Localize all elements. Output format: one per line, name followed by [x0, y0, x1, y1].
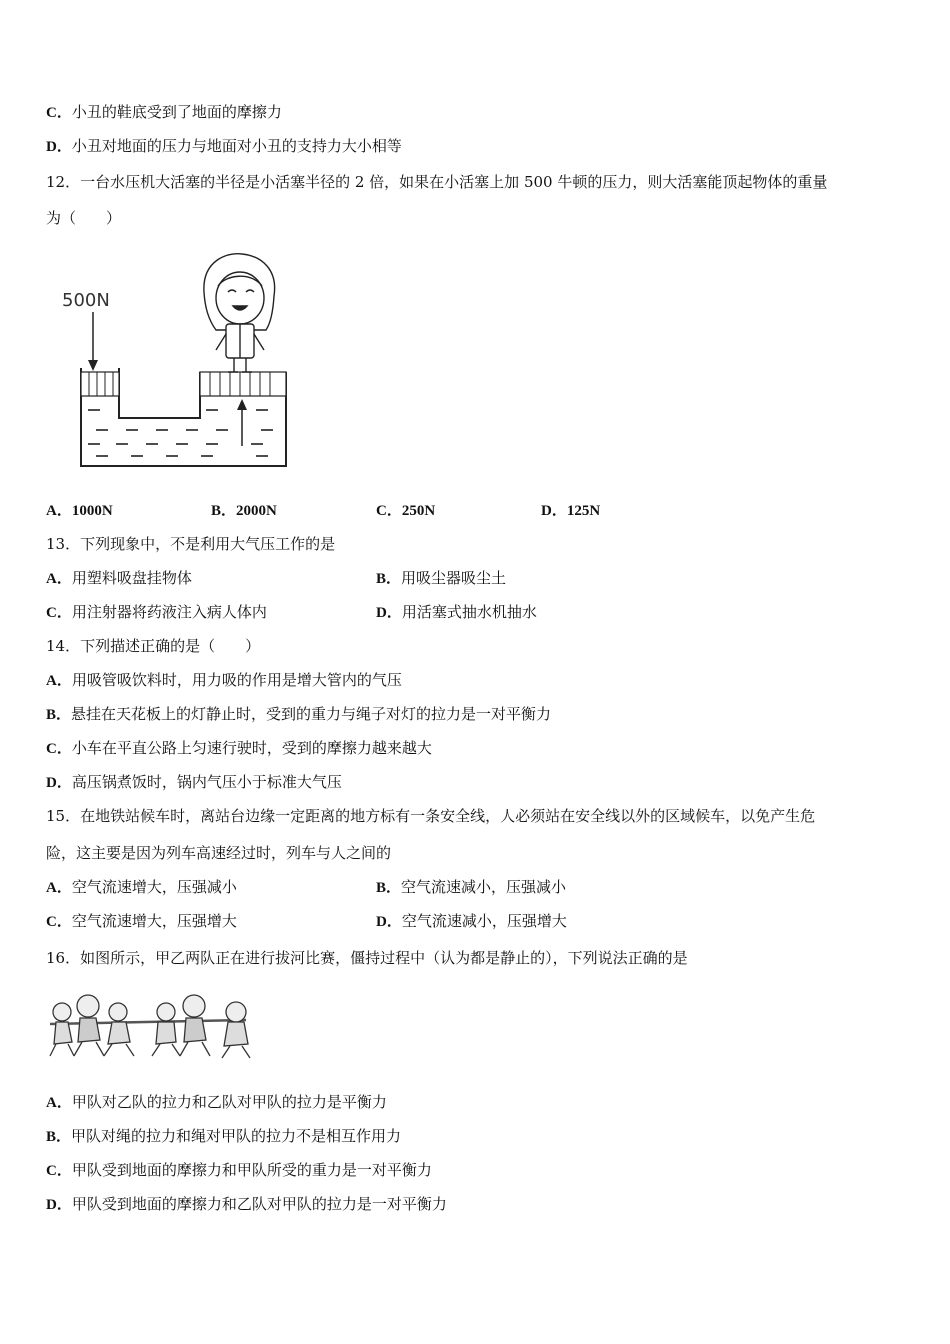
q14-stem: 14．下列描述正确的是（ ）	[46, 637, 261, 655]
q12-options	[46, 500, 906, 520]
q16-option-d: D．甲队受到地面的摩擦力和乙队对甲队的拉力是一对平衡力	[46, 1195, 447, 1213]
q15-options-row1	[46, 877, 906, 897]
q15-option-d: D．空气流速减小，压强增大	[376, 912, 567, 930]
q12-option-b: B．2000N	[211, 503, 277, 519]
q13-option-b: B．用吸尘器吸尘土	[376, 569, 507, 587]
q14-option-c: C．小车在平直公路上匀速行驶时，受到的摩擦力越来越大	[46, 739, 432, 757]
q12-option-d: D．125N	[541, 503, 601, 519]
q16-stem: 16．如图所示，甲乙两队正在进行拔河比赛，僵持过程中（认为都是静止的），下列说法正确的是	[46, 949, 688, 967]
q13-option-d: D．用活塞式抽水机抽水	[376, 603, 537, 621]
q15-stem-line1: 15．在地铁站候车时，离站台边缘一定距离的地方标有一条安全线，人必须站在安全线以外的区域候车，以免产生危	[46, 807, 816, 825]
q16-option-b: B．甲队对绳的拉力和绳对甲队的拉力不是相互作用力	[46, 1127, 402, 1145]
q12-stem-line2: 为（ ）	[46, 209, 122, 227]
q14-option-d: D．高压锅煮饭时，锅内气压小于标准大气压	[46, 773, 342, 791]
q13-stem: 13．下列现象中，不是利用大气压工作的是	[46, 535, 336, 553]
q15-option-a: A．空气流速增大，压强减小	[46, 878, 237, 896]
q15-stem-line2: 险，这主要是因为列车高速经过时，列车与人之间的	[46, 844, 392, 862]
q15-option-b: B．空气流速减小，压强减小	[376, 878, 567, 896]
q11-option-c: C．小丑的鞋底受到了地面的摩擦力	[46, 103, 282, 121]
q16-option-c: C．甲队受到地面的摩擦力和甲队所受的重力是一对平衡力	[46, 1161, 432, 1179]
hydraulic-press-figure	[56, 250, 296, 472]
q12-option-c: C．250N	[376, 503, 436, 519]
q13-options-row2	[46, 602, 906, 622]
tug-of-war-figure	[46, 990, 256, 1062]
q15-option-c: C．空气流速增大，压强增大	[46, 912, 237, 930]
q15-options-row2	[46, 911, 906, 931]
q13-option-a: A．用塑料吸盘挂物体	[46, 569, 192, 587]
q11-option-d: D．小丑对地面的压力与地面对小丑的支持力大小相等	[46, 137, 402, 155]
girl-icon	[204, 254, 275, 372]
force-label: 500N	[62, 290, 110, 311]
q13-option-c: C．用注射器将药液注入病人体内	[46, 603, 267, 621]
q13-options-row1	[46, 568, 906, 588]
q12-stem-line1: 12．一台水压机大活塞的半径是小活塞半径的 2 倍，如果在小活塞上加 500 牛顿的压力，则大活塞能顶起物体的重量	[46, 173, 828, 191]
q14-option-a: A．用吸管吸饮料时，用力吸的作用是增大管内的气压	[46, 671, 402, 689]
q16-option-a: A．甲队对乙队的拉力和乙队对甲队的拉力是平衡力	[46, 1093, 387, 1111]
q12-option-a: A．1000N	[46, 503, 113, 519]
q14-option-b: B．悬挂在天花板上的灯静止时，受到的重力与绳子对灯的拉力是一对平衡力	[46, 705, 552, 723]
